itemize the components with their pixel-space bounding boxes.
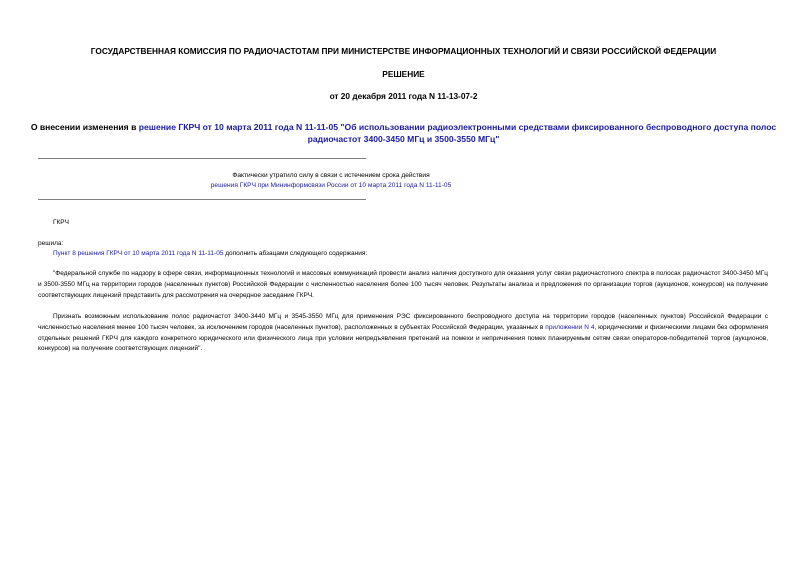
point-8-link[interactable]: Пункт 8 решения ГКРЧ от 10 марта 2011 года N 11-11-05 <box>53 250 224 257</box>
lost-force-link-line <box>38 180 624 191</box>
issuing-authority: ГКРЧ <box>53 219 69 226</box>
amendment-point <box>53 249 367 260</box>
lost-force-link[interactable]: решения ГКРЧ при Мининформсвязи России от 10 марта 2011 года N 11-11-05 <box>210 182 452 189</box>
divider-top <box>38 158 366 159</box>
recognize-paragraph <box>38 312 768 355</box>
organization-heading: ГОСУДАРСТВЕННАЯ КОМИССИЯ ПО РАДИОЧАСТОТАМ ПРИ МИНИСТЕРСТВЕ ИНФОРМАЦИОННЫХ ТЕХНОЛОГИЙ И СВЯЗИ РОССИЙСКОЙ ФЕДЕРАЦИИ <box>90 46 717 56</box>
recognize-part2: , юридическими и физическими лицами без оформления отдельных решений ГКРЧ для каждого конкретного юридического или физического лица при условии непредъявления претензий на помехи и непричинения помех планируемым сетям связи операторов-победителей торгов (аукционов, конкурсов) на получение соответствующих лицензий". <box>38 323 768 353</box>
quote-paragraph: "Федеральной службе по надзору в сфере связи, информационных технологий и массовых коммуникаций провести анализ наличия доступного для оказания услуг связи радиочастотного спектра в полосах радиочастот 3400-3450 МГц и 3500-3550 МГц на территории городов (населенных пунктов) Российской Федерации с численностью населения более 100 тысяч человек. Результаты анализа и предложения по организации торгов (аукционов, конкурсов) на получение соответствующих лицензий представить для рассмотрения на очередное заседание ГКРЧ. <box>38 270 768 299</box>
resolved-label: решила: <box>38 240 64 247</box>
decision-subject <box>30 121 777 145</box>
lost-force-note: Фактически утратило силу в связи с истечением срока действия <box>232 172 430 179</box>
point-suffix: дополнить абзацами следующего содержания: <box>223 250 368 257</box>
decision-heading: РЕШЕНИЕ <box>382 69 425 79</box>
recognize-part1: Признать возможным использование полос радиочастот 3400-3440 МГц и 3545-3550 МГц для применения РЭС фиксированного беспроводного доступа на территории городов (населенных пунктов) Российской Федерации с численностью населения менее 100 тысяч человек, за исключением городов (населенных пунктов), расположенных в субъектах Российской Федерации, указанных в <box>38 313 768 331</box>
decision-date: от 20 декабря 2011 года N 11-13-07-2 <box>329 91 478 101</box>
amended-decision-link[interactable]: решение ГКРЧ от 10 марта 2011 года N 11-11-05 "Об использовании радиоэлектронными средствами фиксированного беспроводного доступа полос радиочастот 3400-3450 МГц и 3500-3550 МГц" <box>138 122 777 144</box>
divider-bottom <box>38 199 366 200</box>
subject-prefix: О внесении изменения в <box>30 122 139 132</box>
appendix-4-link[interactable]: приложении N 4 <box>545 323 595 331</box>
